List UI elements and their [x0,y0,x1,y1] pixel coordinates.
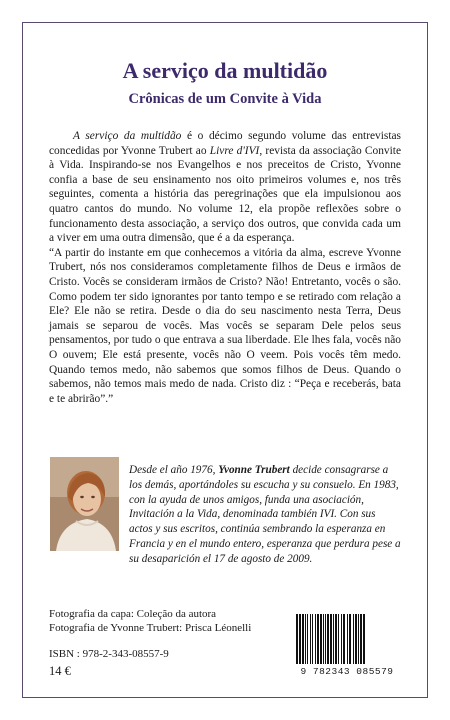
summary-text-a: é o décimo segundo volume das entrevistas concedidas por Yvonne Trubert ao [49,130,401,157]
barcode-bar [317,614,319,664]
bio-text-b: decide consagrarse a los demás, aportándoles su escucha y su consuelo. En 1983, con la ayuda de unos amigos, funda una asociación, Invitación a la Vida, denominada también IVI. Con sus actos y sus escritos, continúa sembrando la esperanza en Francia y en el mundo entero, esperanza que perdura pese a su desaparición el 17 de agosto de 2009. [129,464,401,565]
barcode-bar [363,614,365,664]
barcode-bar [355,614,357,664]
barcode-bar [323,614,324,664]
barcode-bar [312,614,313,664]
barcode-bar [358,614,359,664]
summary-text-b: , revista da associação Convite à Vida. Inspirando-se nos Evangelhos e nos preceitos de Cristo, Yvonne confia a base de seu ensinamento nos oito primeiros volumes e, nos três seguintes, comenta a história das peregrinações que ela impulsionou aos quatro cantos do mundo. No volume 12, ela propõe reflexões sobre o funcionamento desta associação, a serviço dos outros, que convida cada um a viver em uma outra dimensão, que é a da esperança. [49,144,402,245]
author-name: Yvonne Trubert [218,464,290,476]
author-photo-credit: Fotografia de Yvonne Trubert: Prisca Léonelli [49,622,252,634]
price: 14 € [49,664,71,678]
barcode-bars [290,612,404,666]
bio-text-a: Desde el año 1976, [129,464,219,476]
barcode-bar [302,614,304,664]
barcode-bar [341,614,342,664]
book-title: A serviço da multidão [122,58,328,83]
barcode-bar [310,614,311,664]
barcode-bar [299,614,301,664]
barcode-bar [325,614,326,664]
barcode-bar [320,614,322,664]
barcode-bar [307,614,308,664]
barcode-bar [327,614,329,664]
photo-credits [49,607,251,635]
barcode [290,612,404,680]
barcode-bar [330,614,332,664]
barcode-bar [335,614,337,664]
cover-photo-credit: Fotografia da capa: Coleção da autora [49,608,217,620]
author-photo [50,457,119,551]
barcode-bar [343,614,345,664]
summary-title: A serviço da multidão [73,130,182,142]
barcode-bar [296,614,298,664]
summary-text [49,129,401,406]
barcode-bar [349,614,351,664]
barcode-digits: 9 782343 085579 [300,666,394,677]
barcode-bar [315,614,316,664]
barcode-bar [360,614,362,664]
barcode-bar [338,614,339,664]
barcode-bar [333,614,334,664]
barcode-bar [353,614,354,664]
book-subtitle: Crônicas de um Convite à Vida [128,91,322,107]
author-portrait-image [50,457,119,551]
author-bio [129,463,401,567]
summary-paragraph [49,129,401,246]
summary-quote: “A partir do instante em que conhecemos a vitória da alma, escreve Yvonne Trubert, nós nos consideramos completamente filhos de Deus e irmãos de Cristo. Vocês se consideram irmãos de Cristo? Não! Entretanto, vocês o são. Como podem ter sido ignorantes por tanto tempo e se retirado com relação a Ele? Ele não se retira. Desde o dia do seu nascimento nesta Terra, Deus jamais se separou de vocês. Mas vocês se separam Dele pelos seus pensamentos, por tudo o que entrava a sua liberdade. Ele lhes fala, vocês não O ouvem; Ele está presente, vocês não O veem. Pois vocês têm medo. Quando temos medo, não sabemos que somos filhos de Deus. Quando o sabemos, não temos mais medo de nada. Cristo diz : “Peça e receberás, bata e te abrirão”.” [49,246,401,405]
barcode-bar [305,614,306,664]
isbn: ISBN : 978-2-343-08557-9 [49,648,169,660]
summary-journal: Livre d'IVI [209,144,260,157]
barcode-bar [347,614,348,664]
